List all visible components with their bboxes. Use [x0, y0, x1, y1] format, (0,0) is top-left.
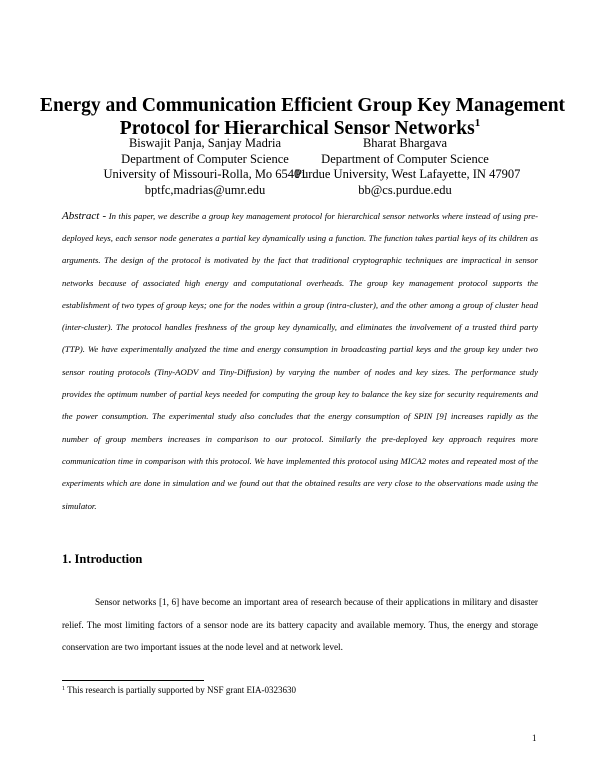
page-number: 1: [532, 733, 537, 743]
abstract: [62, 205, 538, 517]
author-affiliation: University of Missouri-Rolla, Mo 65401: [103, 167, 307, 181]
abstract-label: Abstract -: [62, 209, 107, 222]
abstract-text: In this paper, we describe a group key management protocol for hierarchical sensor networks where instead of using pre-deployed keys, each sensor node generates a partial key dynamically using a function. The function takes partial keys of its children as arguments. The design of the protocol is motivated by the fact that traditional cryptographic techniques are impractical in sensor networks because of associated high energy and computational overheads. The group key management protocol supports the establishment of two types of group keys; one for the nodes within a group (intra-cluster), and the other among a group of cluster head (inter-cluster). The protocol handles freshness of the group key dynamically, and eliminates the involvement of a trusted third party (TTP). We have experimentally analyzed the time and energy consumption in broadcasting partial keys and the group key under two sensor routing protocols (Tiny-AODV and Tiny-Diffusion) by varying the number of nodes and key sizes. The performance study provides the optimum number of partial keys needed for computing the group key to balance the key size for security requirements and the power consumption. The experimental study also concludes that the energy consumption of SPIN [9] increases rapidly as the number of group members increases in comparison to our protocol. Similarly the pre-deployed key approach requires more communication time in comparison with this protocol. We have implemented this protocol using MICA2 motes and repeated most of the experiments which are done in simulation and we found out that the obtained results are very close to the observations made using the simulator.: [62, 210, 538, 511]
author-names: Bharat Bhargava: [362, 136, 448, 150]
paper-title: [40, 94, 566, 140]
title-line-2-text: Protocol for Hierarchical Sensor Networks: [119, 118, 475, 139]
introduction-paragraph: Sensor networks [1, 6] have become an important area of research because of their applications in military and disaster relief. The most limiting factors of a sensor node are its battery capacity and available memory. Thus, the energy and storage conservation are two important issues at the node level and at network level.: [62, 597, 538, 653]
footnote-divider: [62, 680, 204, 681]
author-email: bptfc,madrias@umr.edu: [144, 182, 266, 197]
author-affiliation: Purdue University, West Lafayette, IN 47907: [295, 167, 521, 181]
author-department: Department of Computer Science: [121, 151, 289, 166]
footnote-text: This research is partially supported by NSF grant EIA-0323630: [67, 685, 297, 695]
title-footnote-mark: 1: [474, 117, 481, 129]
footnote-mark: 1: [62, 686, 65, 692]
section-heading-introduction: 1. Introduction: [62, 552, 143, 566]
author-department: Department of Computer Science: [321, 151, 489, 166]
author-block-right: [295, 136, 521, 198]
author-email: bb@cs.purdue.edu: [358, 182, 452, 197]
author-names: Biswajit Panja, Sanjay Madria: [128, 136, 282, 150]
author-block-left: [90, 136, 320, 198]
footnote: [62, 685, 296, 695]
title-line-1: Energy and Communication Efficient Group Key Management: [40, 95, 566, 116]
